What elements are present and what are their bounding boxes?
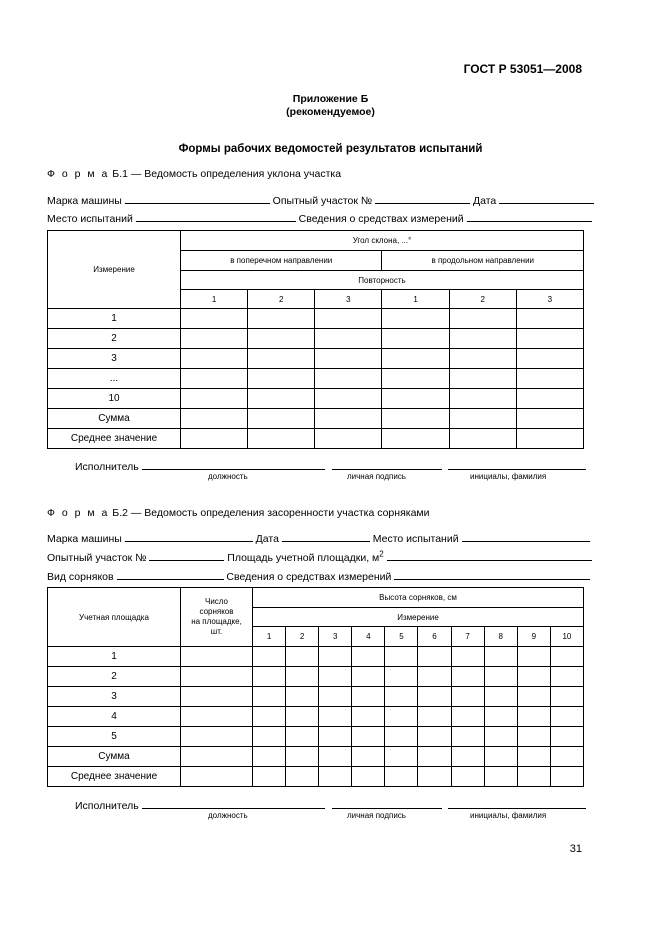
table-row xyxy=(48,687,584,707)
plot-field[interactable] xyxy=(149,549,224,561)
cell[interactable] xyxy=(385,647,418,667)
cell[interactable] xyxy=(315,409,382,429)
cell[interactable] xyxy=(352,727,385,747)
cell[interactable] xyxy=(315,369,382,389)
cell[interactable] xyxy=(253,767,286,787)
cell[interactable] xyxy=(550,707,583,727)
cell[interactable] xyxy=(517,647,550,667)
cell[interactable] xyxy=(248,369,315,389)
cell[interactable] xyxy=(382,409,449,429)
cell[interactable] xyxy=(352,747,385,767)
row-label: 3 xyxy=(48,687,181,707)
signature-block-1 xyxy=(75,458,586,473)
table-row xyxy=(48,667,584,687)
form2-line2: Опытный участок № Площадь учетной площадки, $м^2$ xyxy=(47,549,584,564)
measure-num: 1 xyxy=(253,627,286,647)
cell[interactable] xyxy=(451,767,484,787)
table-row xyxy=(48,309,584,329)
measure-num: 5 xyxy=(385,627,418,647)
cell[interactable] xyxy=(449,349,516,369)
row-label: 3 xyxy=(48,349,181,369)
measure-num: 3 xyxy=(319,627,352,647)
means-field[interactable] xyxy=(467,210,592,222)
cell[interactable] xyxy=(451,687,484,707)
repeat-num: 1 xyxy=(382,290,449,309)
longitudinal-header: в продольном направлении xyxy=(382,251,584,271)
table-row xyxy=(48,329,584,349)
cell[interactable] xyxy=(484,667,517,687)
date-label: Дата xyxy=(472,195,497,207)
cell[interactable] xyxy=(181,747,253,767)
form2-line1 xyxy=(47,530,584,545)
cell[interactable] xyxy=(516,369,583,389)
cell[interactable] xyxy=(181,329,248,349)
repeat-num: 3 xyxy=(315,290,382,309)
cell[interactable] xyxy=(248,309,315,329)
cell[interactable] xyxy=(352,707,385,727)
form2-line3 xyxy=(47,568,584,583)
cell[interactable] xyxy=(449,309,516,329)
cell[interactable] xyxy=(248,389,315,409)
measure-num: 9 xyxy=(517,627,550,647)
repeat-num: 2 xyxy=(248,290,315,309)
height-header: Высота сорняков, см xyxy=(253,588,584,608)
signature-block-2 xyxy=(75,797,586,812)
machine-field[interactable] xyxy=(125,530,253,542)
cell[interactable] xyxy=(516,389,583,409)
date-field[interactable] xyxy=(499,192,594,204)
cell[interactable] xyxy=(418,667,451,687)
cell[interactable] xyxy=(516,329,583,349)
cell[interactable] xyxy=(449,329,516,349)
measure-num: 6 xyxy=(418,627,451,647)
row-label: 10 xyxy=(48,389,181,409)
table-row xyxy=(48,767,584,787)
cell[interactable] xyxy=(382,309,449,329)
weeds-field[interactable] xyxy=(117,568,224,580)
cell[interactable] xyxy=(451,727,484,747)
cell[interactable] xyxy=(484,707,517,727)
means-field[interactable] xyxy=(394,568,590,580)
cell[interactable] xyxy=(286,747,319,767)
repeat-num: 1 xyxy=(181,290,248,309)
cell[interactable] xyxy=(550,727,583,747)
means-label: Сведения о средствах измерений xyxy=(226,571,392,583)
cell[interactable] xyxy=(517,727,550,747)
machine-field[interactable] xyxy=(125,192,270,204)
sign-field[interactable] xyxy=(332,458,442,470)
name-caption: инициалы, фамилия xyxy=(470,472,547,481)
executor-label: Исполнитель xyxy=(75,800,139,812)
row-label: 1 xyxy=(48,647,181,667)
table-row xyxy=(48,647,584,667)
cell[interactable] xyxy=(449,389,516,409)
cell[interactable] xyxy=(516,349,583,369)
cell[interactable] xyxy=(517,707,550,727)
form1-table xyxy=(47,230,584,449)
measure-num: 4 xyxy=(352,627,385,647)
cell[interactable] xyxy=(352,767,385,787)
row-label: Среднее значение xyxy=(48,767,181,787)
cell[interactable] xyxy=(418,747,451,767)
sign-field[interactable] xyxy=(332,797,442,809)
position-field[interactable] xyxy=(142,797,325,809)
weeds-label: Вид сорняков xyxy=(47,571,114,583)
area-label: Площадь учетной площадки, м xyxy=(227,552,380,564)
cell[interactable] xyxy=(181,429,248,449)
cell[interactable] xyxy=(253,747,286,767)
cell[interactable] xyxy=(248,409,315,429)
cell[interactable] xyxy=(319,727,352,747)
cell[interactable] xyxy=(181,767,253,787)
cell[interactable] xyxy=(181,389,248,409)
table-row xyxy=(48,389,584,409)
cell[interactable] xyxy=(319,747,352,767)
standard-number: ГОСТ Р 53051—2008 xyxy=(463,62,582,76)
form1-caption: Ф о р м а Б.1 — Ведомость определения уклона участка xyxy=(47,168,342,180)
cell[interactable] xyxy=(484,687,517,707)
table-row xyxy=(48,707,584,727)
cell[interactable] xyxy=(550,747,583,767)
cell[interactable] xyxy=(181,349,248,369)
row-label: 4 xyxy=(48,707,181,727)
place-label: Место испытаний xyxy=(372,533,459,545)
name-caption: инициалы, фамилия xyxy=(470,811,547,820)
cell[interactable] xyxy=(451,647,484,667)
measure-num: 7 xyxy=(451,627,484,647)
cell[interactable] xyxy=(181,409,248,429)
cell[interactable] xyxy=(451,667,484,687)
means-label: Сведения о средствах измерений xyxy=(298,213,464,225)
cell[interactable] xyxy=(418,647,451,667)
cell[interactable] xyxy=(385,767,418,787)
cell[interactable] xyxy=(319,767,352,787)
cell[interactable] xyxy=(385,687,418,707)
cell[interactable] xyxy=(253,707,286,727)
cell[interactable] xyxy=(385,667,418,687)
cell[interactable] xyxy=(181,369,248,389)
cell[interactable] xyxy=(418,727,451,747)
cell[interactable] xyxy=(315,329,382,349)
cell[interactable] xyxy=(382,349,449,369)
count-header: Число сорняков на площадке, шт. xyxy=(181,588,253,647)
area-field[interactable] xyxy=(387,549,592,561)
cell[interactable] xyxy=(484,727,517,747)
cell[interactable] xyxy=(516,409,583,429)
cell[interactable] xyxy=(181,647,253,667)
row-label: Сумма xyxy=(48,747,181,767)
cell[interactable] xyxy=(286,767,319,787)
cell[interactable] xyxy=(319,707,352,727)
cell[interactable] xyxy=(319,647,352,667)
cell[interactable] xyxy=(516,309,583,329)
cell[interactable] xyxy=(315,389,382,409)
cell[interactable] xyxy=(253,667,286,687)
cell[interactable] xyxy=(382,329,449,349)
cell[interactable] xyxy=(484,767,517,787)
machine-label: Марка машины xyxy=(47,533,122,545)
row-label: ... xyxy=(48,369,181,389)
table-row xyxy=(48,369,584,389)
cell[interactable] xyxy=(385,727,418,747)
cell[interactable] xyxy=(315,349,382,369)
cell[interactable] xyxy=(550,647,583,667)
cell[interactable] xyxy=(484,747,517,767)
table-row xyxy=(48,409,584,429)
cell[interactable] xyxy=(319,667,352,687)
form1-line2 xyxy=(47,210,584,225)
position-caption: должность xyxy=(208,811,248,820)
cell[interactable] xyxy=(253,647,286,667)
place-field[interactable] xyxy=(462,530,590,542)
position-field[interactable] xyxy=(142,458,325,470)
cell[interactable] xyxy=(449,409,516,429)
cell[interactable] xyxy=(550,667,583,687)
sign-caption: личная подпись xyxy=(347,811,406,820)
date-label: Дата xyxy=(255,533,279,545)
cell[interactable] xyxy=(181,727,253,747)
cell[interactable] xyxy=(550,687,583,707)
table-row xyxy=(48,349,584,369)
measure-num: 2 xyxy=(286,627,319,647)
cell[interactable] xyxy=(385,707,418,727)
page-number: 31 xyxy=(569,843,582,855)
cell[interactable] xyxy=(352,647,385,667)
angle-header: Угол склона, ...° xyxy=(181,231,584,251)
form1-line1 xyxy=(47,192,584,207)
cell[interactable] xyxy=(181,309,248,329)
row-label: Среднее значение xyxy=(48,429,181,449)
cell[interactable] xyxy=(253,687,286,707)
row-label: 2 xyxy=(48,667,181,687)
position-caption: должность xyxy=(208,472,248,481)
measure-num: 8 xyxy=(484,627,517,647)
row-label: Сумма xyxy=(48,409,181,429)
cell[interactable] xyxy=(319,687,352,707)
cell[interactable] xyxy=(286,727,319,747)
plot-field[interactable] xyxy=(375,192,470,204)
form2-caption: Ф о р м а Б.2 — Ведомость определения засоренности участка сорняками xyxy=(47,507,430,519)
cell[interactable] xyxy=(451,747,484,767)
cell[interactable] xyxy=(181,687,253,707)
form2-table xyxy=(47,587,584,787)
plot-label: Опытный участок № xyxy=(47,552,147,564)
cell[interactable] xyxy=(253,727,286,747)
cell[interactable] xyxy=(517,667,550,687)
cell[interactable] xyxy=(352,667,385,687)
machine-label: Марка машины xyxy=(47,195,122,207)
table-row xyxy=(48,429,584,449)
measure-header: Измерение xyxy=(48,231,181,309)
cell[interactable] xyxy=(181,667,253,687)
cell[interactable] xyxy=(484,647,517,667)
appendix-status: (рекомендуемое) xyxy=(286,106,375,118)
cell[interactable] xyxy=(315,309,382,329)
cell[interactable] xyxy=(517,687,550,707)
plot-header: Учетная площадка xyxy=(48,588,181,647)
row-label: 5 xyxy=(48,727,181,747)
transverse-header: в поперечном направлении xyxy=(181,251,382,271)
measure-num: 10 xyxy=(550,627,583,647)
appendix-title: Приложение Б xyxy=(292,93,369,105)
table-row xyxy=(48,747,584,767)
date-field[interactable] xyxy=(282,530,370,542)
repeat-header: Повторность xyxy=(181,271,584,290)
cell[interactable] xyxy=(286,687,319,707)
cell[interactable] xyxy=(418,707,451,727)
table-row xyxy=(48,727,584,747)
cell[interactable] xyxy=(382,389,449,409)
repeat-num: 3 xyxy=(516,290,583,309)
cell[interactable] xyxy=(418,687,451,707)
cell[interactable] xyxy=(352,687,385,707)
cell[interactable] xyxy=(286,707,319,727)
cell[interactable] xyxy=(248,349,315,369)
cell[interactable] xyxy=(516,429,583,449)
cell[interactable] xyxy=(382,369,449,389)
cell[interactable] xyxy=(181,707,253,727)
page-title: Формы рабочих ведомостей результатов испытаний xyxy=(178,143,483,155)
cell[interactable] xyxy=(550,767,583,787)
cell[interactable] xyxy=(449,369,516,389)
place-label: Место испытаний xyxy=(47,213,133,225)
name-field[interactable] xyxy=(448,797,586,809)
cell[interactable] xyxy=(286,667,319,687)
cell[interactable] xyxy=(248,329,315,349)
cell[interactable] xyxy=(382,429,449,449)
row-label: 2 xyxy=(48,329,181,349)
cell[interactable] xyxy=(517,767,550,787)
cell[interactable] xyxy=(248,429,315,449)
place-field[interactable] xyxy=(136,210,296,222)
cell[interactable] xyxy=(418,767,451,787)
cell[interactable] xyxy=(517,747,550,767)
row-label: 1 xyxy=(48,309,181,329)
cell[interactable] xyxy=(315,429,382,449)
measure-header: Измерение xyxy=(253,608,584,627)
cell[interactable] xyxy=(451,707,484,727)
cell[interactable] xyxy=(449,429,516,449)
cell[interactable] xyxy=(286,647,319,667)
repeat-num: 2 xyxy=(449,290,516,309)
cell[interactable] xyxy=(385,747,418,767)
sign-caption: личная подпись xyxy=(347,472,406,481)
executor-label: Исполнитель xyxy=(75,461,139,473)
plot-label: Опытный участок № xyxy=(272,195,373,207)
name-field[interactable] xyxy=(448,458,586,470)
